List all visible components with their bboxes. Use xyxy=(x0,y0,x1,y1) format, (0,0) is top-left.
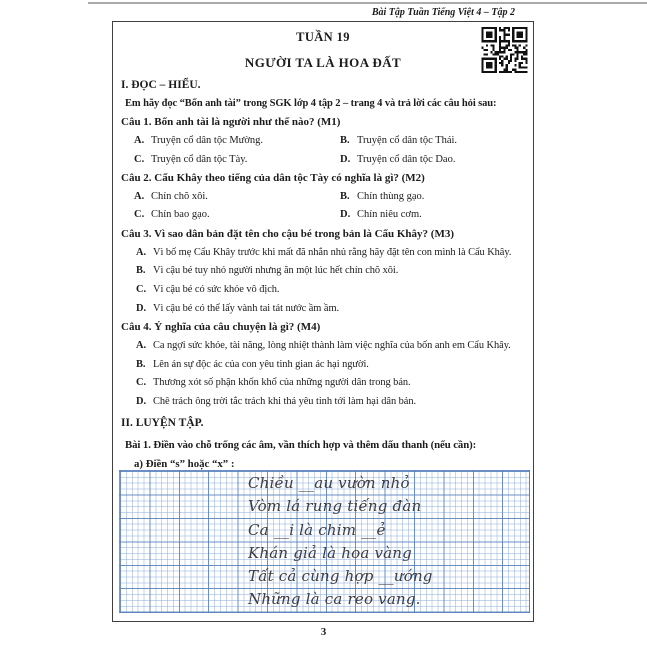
option-text: Truyện cổ dân tộc Dao. xyxy=(357,153,456,165)
scan-edge-line xyxy=(88,2,647,4)
reading-intro: Em hãy đọc “Bốn anh tài” trong SGK lớp 4 tập 2 – trang 4 và trả lời các câu hỏi sau: xyxy=(125,97,497,109)
option-key: C. xyxy=(134,153,145,165)
qr-code-icon xyxy=(481,27,528,73)
section-reading-heading: I. ĐỌC – HIỂU. xyxy=(121,79,201,91)
question-title: Câu 3. Vì sao dân bản đặt tên cho cậu bé trong bản là Cẩu Khây? (M3) xyxy=(121,228,455,241)
option-key: A. xyxy=(134,190,145,202)
option-text: Ca ngợi sức khỏe, tài năng, lòng nhiệt thành làm việc nghĩa của bốn anh em Cẩu Khây. xyxy=(153,339,511,351)
question-title: Câu 4. Ý nghĩa của câu chuyện là gì? (M4) xyxy=(121,321,321,334)
poem-line: Tất cả cùng hợp __ướng xyxy=(248,567,433,585)
answer-option xyxy=(340,132,533,151)
question-options xyxy=(134,132,533,169)
answer-option xyxy=(136,262,533,281)
option-key: D. xyxy=(136,395,147,407)
poem-line: Những là ca reo vang. xyxy=(248,590,421,608)
option-key: B. xyxy=(136,265,146,277)
option-text: Chê trách ông trời tắc trách khi thả yêu tinh tới làm hại dân bản. xyxy=(153,395,417,407)
option-text: Chín bao gạo. xyxy=(151,209,210,221)
option-key: C. xyxy=(136,284,147,296)
option-text: Lên án sự độc ác của con yêu tinh gian ác hại người. xyxy=(153,358,369,370)
option-text: Truyện cổ dân tộc Thái. xyxy=(357,134,458,146)
question-options xyxy=(134,188,533,225)
answer-option xyxy=(340,206,533,225)
week-title: TUẦN 19 xyxy=(296,30,350,44)
option-text: Vì cậu bé tuy nhỏ người nhưng ăn một lúc hết chín chõ xôi. xyxy=(153,265,399,277)
lesson-title: NGƯỜI TA LÀ HOA ĐẤT xyxy=(244,55,402,70)
running-header: Bài Tập Tuần Tiếng Việt 4 – Tập 2 xyxy=(371,7,515,18)
handwriting-grid xyxy=(119,470,530,613)
option-text: Vì cậu bé có sức khỏe vô địch. xyxy=(153,284,280,296)
worksheet-frame xyxy=(112,21,534,622)
option-key: D. xyxy=(136,302,147,314)
option-key: A. xyxy=(134,134,145,146)
option-key: B. xyxy=(340,134,350,146)
exercise-1-instruction: Bài 1. Điền vào chỗ trống các âm, vần thích hợp và thêm dấu thanh (nếu cần): xyxy=(125,439,477,451)
option-text: Vì cậu bé có thể lấy vành tai tát nước ầm ầm. xyxy=(153,302,340,314)
option-text: Truyện cổ dân tộc Tày. xyxy=(151,153,248,165)
poem-line: Khán giả là hoa vàng xyxy=(248,544,412,562)
answer-option xyxy=(134,188,340,207)
poem-line: Ca __i là chim __ẻ xyxy=(248,521,386,539)
question-title: Câu 2. Cẩu Khây theo tiếng của dân tộc Tày có nghĩa là gì? (M2) xyxy=(121,172,425,185)
answer-option xyxy=(340,151,533,170)
poem-line: Chiều __au vườn nhỏ xyxy=(248,474,410,492)
answer-option xyxy=(134,206,340,225)
option-text: Chín thùng gạo. xyxy=(357,190,425,202)
answer-option xyxy=(136,300,533,319)
option-key: C. xyxy=(136,377,147,389)
exercise-1a-label: a) Điền “s” hoặc “x” : xyxy=(134,458,235,470)
option-text: Vì bố mẹ Cẩu Khây trước khi mất đã nhắn nhủ rằng hãy đặt tên con mình là Cẩu Khây. xyxy=(153,246,512,258)
option-text: Chín chõ xôi. xyxy=(151,190,208,202)
answer-option xyxy=(136,393,533,412)
option-key: B. xyxy=(340,190,350,202)
page-number: 3 xyxy=(320,626,327,638)
option-key: C. xyxy=(134,209,145,221)
answer-option xyxy=(134,151,340,170)
question-title: Câu 1. Bốn anh tài là người như thế nào? (M1) xyxy=(121,116,341,129)
option-key: B. xyxy=(136,358,146,370)
option-key: D. xyxy=(340,153,351,165)
poem-line: Vòm lá rung tiếng đàn xyxy=(248,497,422,515)
answer-option xyxy=(136,356,533,375)
option-text: Truyện cổ dân tộc Mường. xyxy=(151,134,264,146)
reading-section xyxy=(113,76,533,412)
option-text: Thương xót số phận khốn khổ của những người dân trong bản. xyxy=(153,377,411,389)
section-practice-heading: II. LUYỆN TẬP. xyxy=(121,417,204,429)
answer-option xyxy=(136,374,533,393)
option-key: D. xyxy=(340,209,351,221)
option-key: A. xyxy=(136,339,147,351)
answer-option xyxy=(136,244,533,263)
answer-option xyxy=(134,132,340,151)
option-text: Chín niêu cơm. xyxy=(357,209,422,221)
answer-option xyxy=(136,337,533,356)
answer-option xyxy=(136,281,533,300)
answer-option xyxy=(340,188,533,207)
option-key: A. xyxy=(136,246,147,258)
